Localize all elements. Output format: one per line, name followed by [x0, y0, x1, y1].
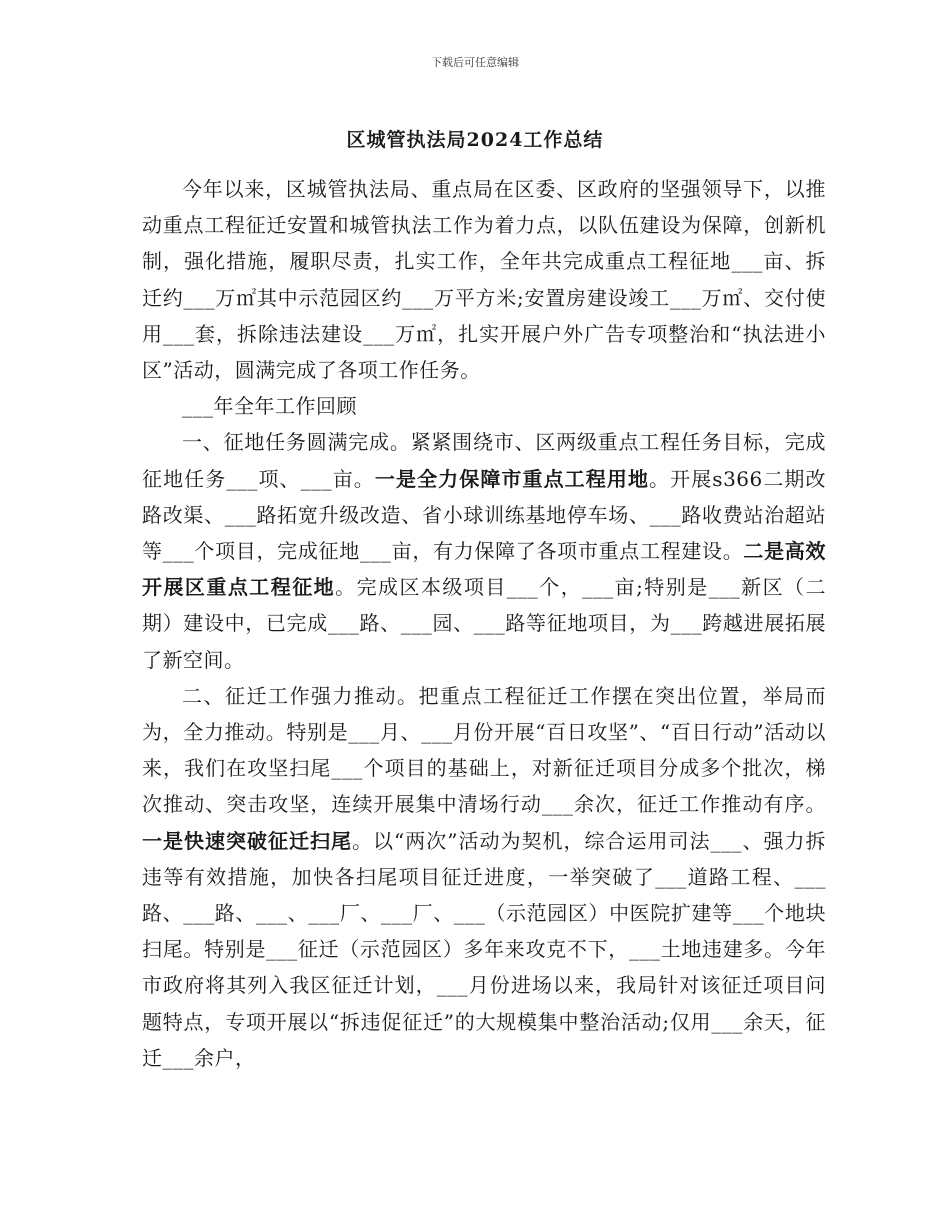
- document-body: [142, 171, 826, 1076]
- paragraph-text: 二、征迁工作强力推动。把重点工程征迁工作摆在突出位置，举局而为，全力推动。特别是___月、___月份开展“百日攻坚”、“百日行动”活动以来，我们在攻坚扫尾___个项目的基础上，对新征迁项目分成多个批次，梯次推动、突击攻坚，连续开展集中清场行动___余次，征迁工作推动有序。: [142, 683, 826, 817]
- bold-heading-text: 一是快速突破征迁扫尾: [142, 828, 353, 853]
- body-paragraph: [142, 171, 826, 388]
- paragraph-text: 。完成区本级项目___个，___亩;特别是___新区（二期）建设中，已完成___路、___园、___路等征地项目，为___跨越进展拓展了新空间。: [142, 575, 826, 672]
- paragraph-text: 。开展s366二期改路改渠、___路拓宽升级改造、省小球训练基地停车场、___路收费站治超站等___个项目，完成征地___亩，有力保障了各项市重点工程建设。: [142, 466, 827, 564]
- body-paragraph: [142, 678, 826, 1076]
- bold-heading-text: 一是全力保障市重点工程用地: [374, 466, 650, 491]
- bold-heading-text: 二是高效开展区重点工程征地: [142, 539, 827, 600]
- paragraph-text: 一、征地任务圆满完成。紧紧围绕市、区两级重点工程任务目标，完成征地任务___项、___亩。: [142, 430, 826, 491]
- paragraph-text: 今年以来，区城管执法局、重点局在区委、区政府的坚强领导下，以推动重点工程征迁安置和城管执法工作为着力点，以队伍建设为保障，创新机制，强化措施，履职尽责，扎实工作，全年共完成重点工程征地___亩、拆迁约___万㎡其中示范园区约___万平方米;安置房建设竣工___万㎡、交付使用___套，拆除违法建设___万㎡，扎实开展户外广告专项整治和“执法进小区”活动，圆满完成了各项工作任务。: [142, 177, 826, 383]
- page-title: 区城管执法局2024工作总结: [346, 129, 604, 151]
- paragraph-text: ___年全年工作回顾: [182, 394, 357, 419]
- paragraph-text: 。以“两次”活动为契机，综合运用司法___、强力拆违等有效措施，加快各扫尾项目征迁进度，一举突破了___道路工程、___路、___路、___、___厂、___厂、___（示范园区）中医院扩建等___个地块扫尾。特别是___征迁（示范园区）多年来攻克不下，___土地违建多。今年市政府将其列入我区征迁计划，___月份进场以来，我局针对该征迁项目问题特点，专项开展以“拆违促征迁”的大规模集中整治活动;仅用___余天，征迁___余户，: [142, 828, 826, 1070]
- header-note: 下载后可任意编辑: [431, 56, 519, 69]
- body-paragraph: [142, 424, 826, 677]
- body-paragraph: [142, 388, 826, 424]
